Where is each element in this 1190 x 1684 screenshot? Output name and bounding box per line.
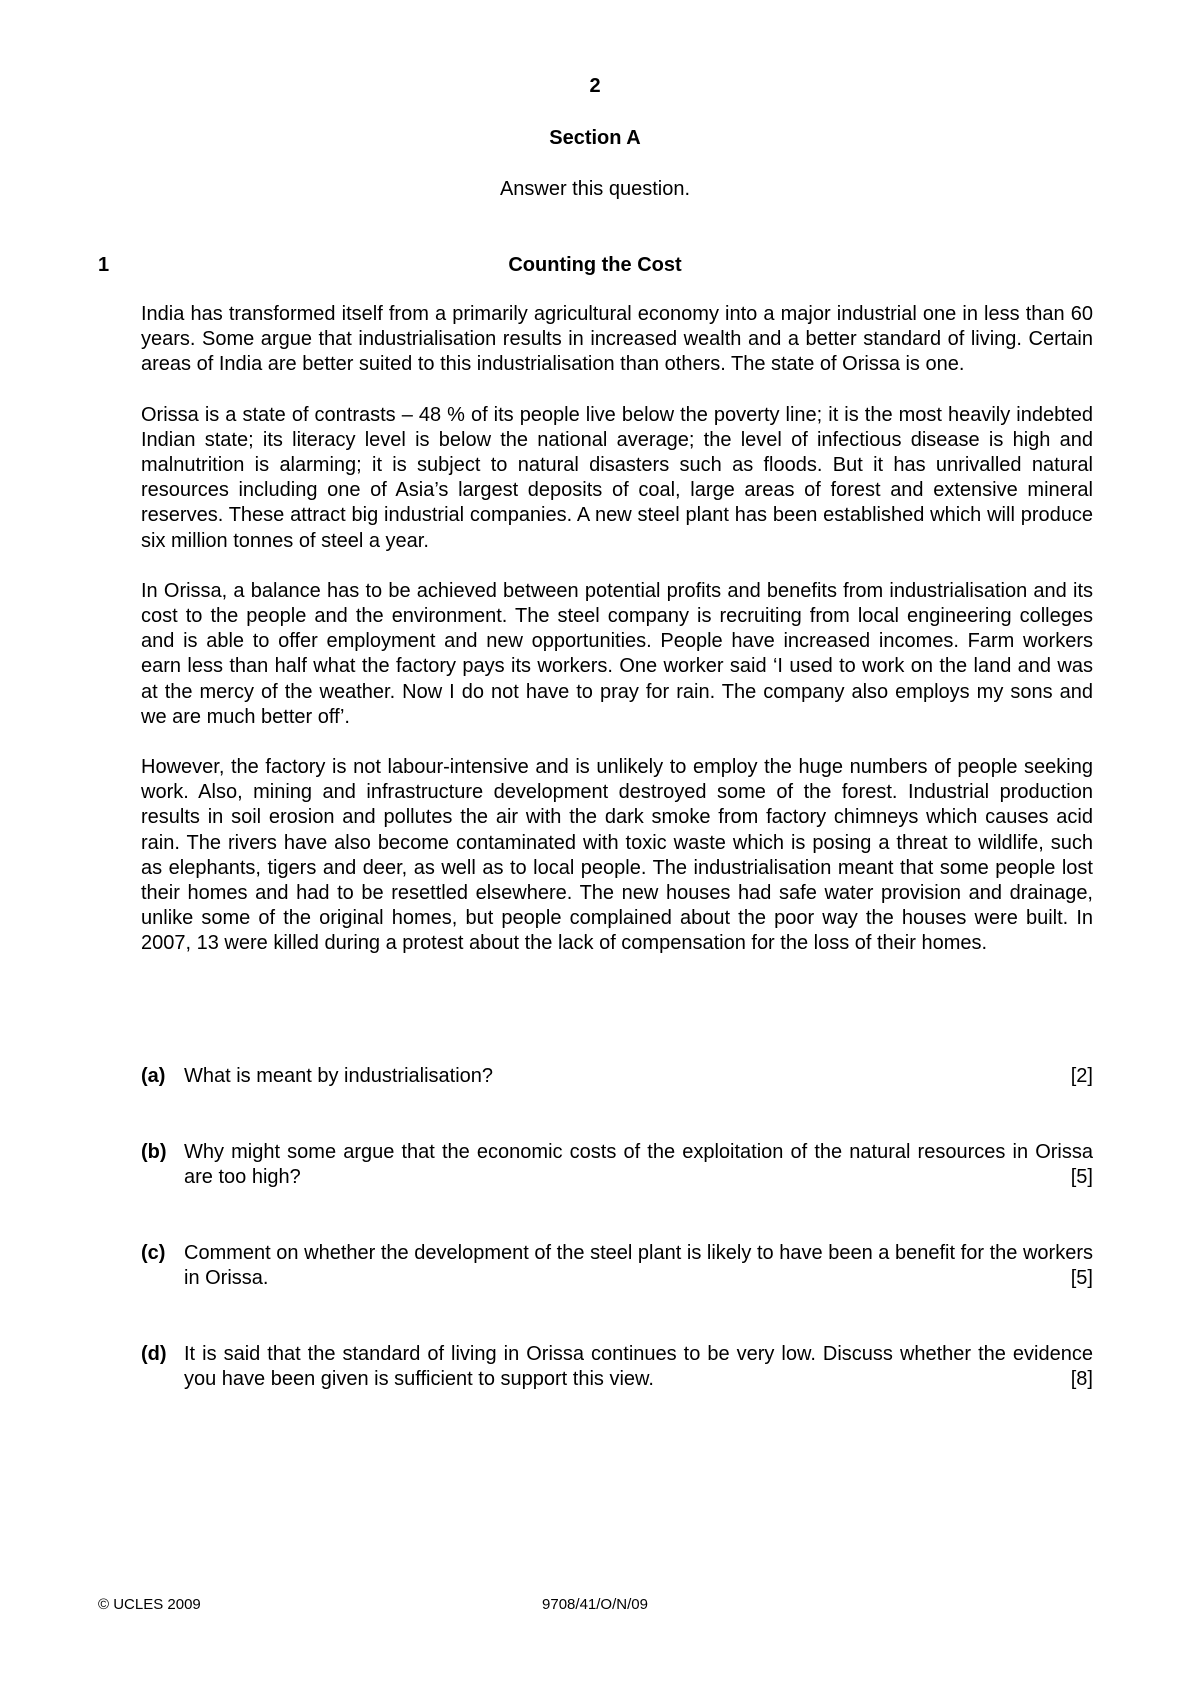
page-number: 2: [589, 75, 601, 97]
subquestion-label: (b): [141, 1141, 167, 1163]
section-title: Section A: [549, 127, 641, 149]
instruction-text: Answer this question.: [499, 178, 691, 200]
subquestion-b: [141, 1140, 1093, 1190]
subquestion-label: (c): [141, 1242, 166, 1264]
subquestion-c: [141, 1241, 1093, 1291]
subquestion-label: (d): [141, 1343, 167, 1365]
marks-allocation: [8]: [1070, 1368, 1093, 1391]
marks-allocation: [5]: [1070, 1166, 1093, 1189]
subquestion-body: [184, 1140, 1093, 1190]
subquestion-body: [184, 1241, 1093, 1291]
marks-allocation: [2]: [1070, 1065, 1093, 1087]
subquestion-label: (a): [141, 1065, 166, 1087]
passage-paragraph: Orissa is a state of contrasts – 48 % of its people live below the poverty line; it is the most heavily indebted Indian state; its literacy level is below the national average; the level of infectious disease is high and malnutrition is alarming; it is subject to natural disasters such as floods. But it has unrivalled natural resources including one of Asia’s largest deposits of coal, large areas of forest and extensive mineral reserves. These attract big industrial companies. A new steel plant has been established which will produce six million tonnes of steel a year.: [141, 403, 1093, 552]
marks-allocation: [5]: [1070, 1267, 1093, 1290]
subquestion-body: [184, 1064, 1093, 1089]
question-number: 1: [98, 254, 110, 276]
passage-paragraph: India has transformed itself from a primarily agricultural economy into a major industrial one in less than 60 years. Some argue that industrialisation results in increased wealth and a better standard of living. Certain areas of India are better suited to this industrialisation than others. The state of Orissa is one.: [141, 303, 1093, 376]
subquestion-text: What is meant by industrialisation?: [184, 1065, 494, 1087]
subquestion-a: [141, 1064, 1093, 1089]
passage: [141, 302, 1093, 982]
question-title: Counting the Cost: [508, 254, 682, 276]
subquestion-body: [184, 1342, 1093, 1392]
subquestion-text: Why might some argue that the economic costs of the exploitation of the natural resources in Orissa are too high?: [184, 1141, 1093, 1189]
copyright-notice: © UCLES 2009: [98, 1596, 201, 1613]
subquestion-text: Comment on whether the development of the steel plant is likely to have been a benefit for the workers in Orissa.: [184, 1242, 1093, 1290]
subquestion-d: [141, 1342, 1093, 1392]
subquestion-text: It is said that the standard of living in Orissa continues to be very low. Discuss whether the evidence you have been given is sufficient to support this view.: [184, 1343, 1093, 1391]
paper-code: 9708/41/O/N/09: [542, 1596, 648, 1613]
passage-paragraph: In Orissa, a balance has to be achieved between potential profits and benefits from industrialisation and its cost to the people and the environment. The steel company is recruiting from local engineering colleges and is able to offer employment and new opportunities. People have increased incomes. Farm workers earn less than half what the factory pays its workers. One worker said ‘I used to work on the land and was at the mercy of the weather. Now I do not have to pray for rain. The company also employs my sons and we are much better off’.: [141, 579, 1093, 728]
passage-paragraph: However, the factory is not labour-intensive and is unlikely to employ the huge numbers of people seeking work. Also, mining and infrastructure development destroyed some of the forest. Industrial production results in soil erosion and pollutes the air with the dark smoke from factory chimneys which causes acid rain. The rivers have also become contaminated with toxic waste which is posing a threat to wildlife, such as elephants, tigers and deer, as well as to local people. The industrialisation meant that some people lost their homes and had to be resettled elsewhere. The new houses had safe water provision and drainage, unlike some of the original homes, but people complained about the poor way the houses were built. In 2007, 13 were killed during a protest about the lack of compensation for the loss of their homes.: [141, 756, 1093, 955]
